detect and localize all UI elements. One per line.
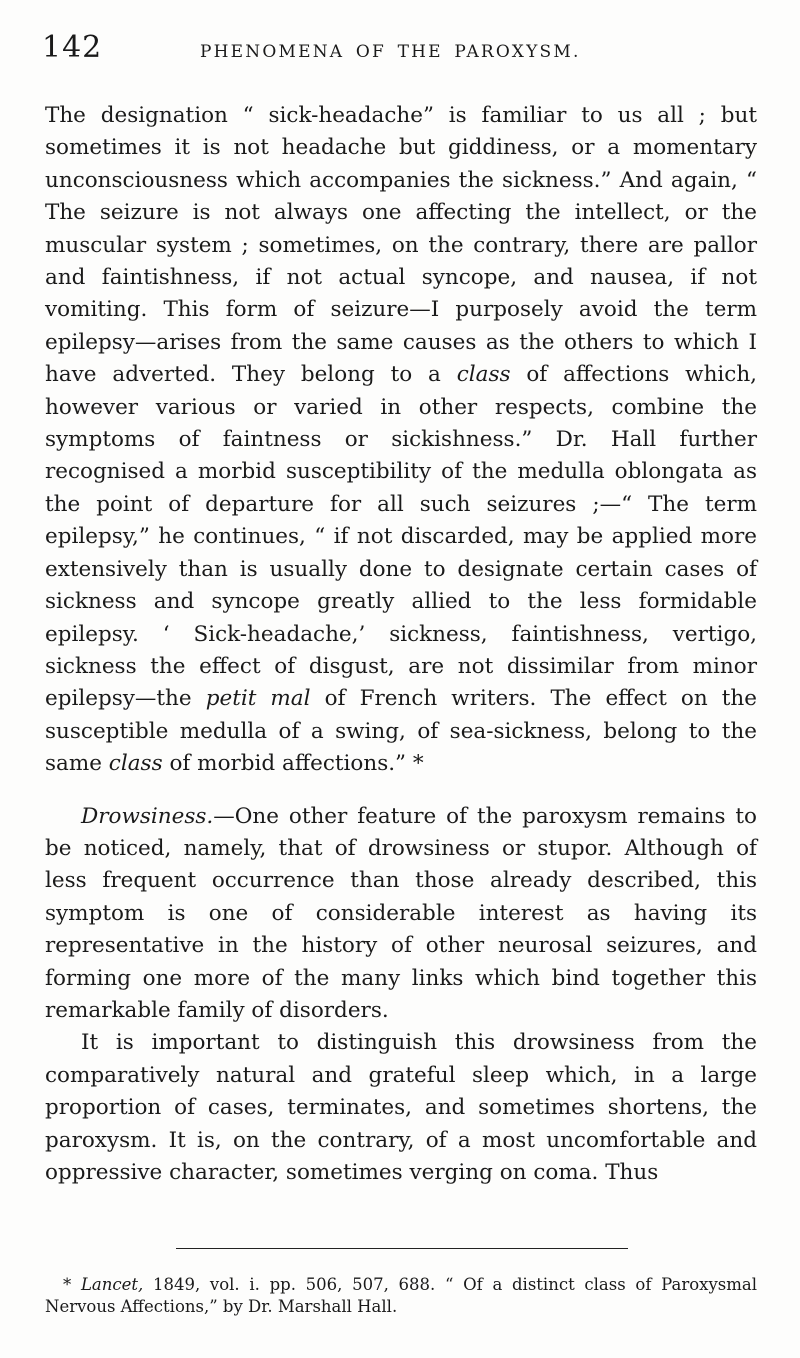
text-run: of affections which, however various or varied in other respects, combine the symptoms of faintness or sickishness.” Dr. Hall further recognised a morbid susceptibility of the medulla oblongata as the point of departure for all such seizures ;—“ The term epilepsy,” he continues, “ if not discarded, may be applied more extensively than is usually done to designate certain cases of sickness and syncope greatly allied to the less formidable epilepsy. ‘ Sick-headache,’ sickness, faintishness, vertigo, sickness the effect of disgust, are not dissimilar from minor epilepsy—the	[45, 362, 758, 712]
paragraph-distinction	[45, 1027, 757, 1189]
text-run: of morbid affections.” *	[162, 751, 424, 777]
italic-term: class	[456, 362, 511, 388]
footnote-text: 1849, vol. i. pp. 506, 507, 688. “ Of a distinct class of Paroxysmal Nervous Affections,” by Dr. Marshall Hall.	[45, 1275, 757, 1316]
footnote	[45, 1274, 757, 1318]
paragraph-quote	[45, 100, 757, 781]
italic-term: petit mal	[205, 686, 311, 712]
text-run: of French writers. The effect on the susceptible medulla of a swing, of sea-sickness, belong to the same	[45, 686, 758, 777]
italic-term: class	[108, 751, 163, 777]
text-run: The designation “ sick-headache” is familiar to us all ; but sometimes it is not headache but giddiness, or a momentary unconsciousness which accompanies the sickness.” And again, “ The seizure is not always one affecting the intellect, or the muscular system ; sometimes, on the contrary, there are pallor and faintishness, if not actual syncope, and nausea, if not vomiting. This form of seizure—I purposely avoid the term epilepsy—arises from the same causes as the others to which I have adverted. They belong to a	[45, 103, 757, 388]
running-head: PHENOMENA OF THE PAROXYSM.	[200, 42, 581, 62]
footnote-marker: *	[63, 1275, 81, 1294]
page-number: 142	[42, 30, 103, 65]
footnote-divider	[176, 1248, 628, 1249]
text-run: It is important to distinguish this drowsiness from the comparatively natural and grateful sleep which, in a large proportion of cases, terminates, and sometimes shortens, the paroxysm. It is, on the contrary, of a most uncomfortable and oppressive character, sometimes verging on coma. Thus	[45, 1030, 757, 1185]
body-text	[45, 100, 757, 1189]
text-run: —One other feature of the paroxysm remains to be noticed, namely, that of drowsiness or stupor. Although of less frequent occurrence than those already described, this symptom is one of considerable interest as having its representative in the history of other neurosal seizures, and forming one more of the many links which bind together this remarkable family of disorders.	[45, 803, 757, 1023]
section-heading: Drowsiness.	[81, 803, 214, 829]
paragraph-drowsiness	[45, 801, 757, 1028]
footnote-source: Lancet,	[80, 1275, 144, 1294]
